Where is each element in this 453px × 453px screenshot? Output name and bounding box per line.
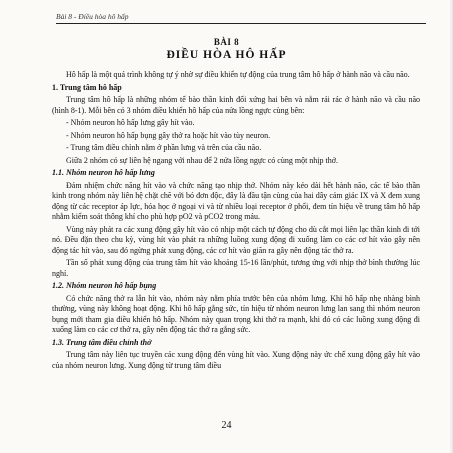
bullet-item: - Nhóm neuron hô hấp bụng gây thở ra hoặc hít vào tùy neuron. xyxy=(66,130,271,140)
running-header: Bài 8 - Điều hòa hô hấp xyxy=(56,12,426,24)
subsection-heading: 1.1. Nhóm neuron hô hấp lưng xyxy=(52,168,155,177)
page-number: 24 xyxy=(221,420,232,431)
bullet-item: - Nhóm neuron hô hấp lưng gây hít vào. xyxy=(66,118,195,127)
paragraph: Trung tâm này liên tục truyền các xung động đến vùng hít vào. Xung động này ức chế xung động gây hít vào của nhóm neuron lưng. Xung động từ trung tâm điều xyxy=(52,350,420,370)
paragraph: Tần số phát xung động của trung tâm hít vào khoảng 15-16 lần/phút, tương ứng với nhịp thở bình thường lúc nghỉ. xyxy=(52,258,420,278)
section-heading: 1. Trung tâm hô hấp xyxy=(52,82,122,92)
lesson-number: BÀI 8 xyxy=(213,37,240,47)
paragraph: Giữa 2 nhóm có sự liên hệ ngang với nhau để 2 nửa lồng ngực có cùng một nhịp thở. xyxy=(66,155,338,165)
paragraph: Vùng này phát ra các xung động gây hít vào có nhịp một cách tự động cho dù cắt mọi liên lạc thần kinh đi tới nó. Đều đặn theo chu kỳ, vùng hít vào phát ra những luồng xung động đi xuống làm co các cơ hít vào gây nên động tác hít vào, sau đó ngừng phát xung động, các cơ hít vào giãn ra gây nên động tác thở ra. xyxy=(52,224,420,255)
page-title: ĐIỀU HÒA HÔ HẤP xyxy=(166,49,287,61)
paragraph: Có chức năng thở ra lẫn hít vào, nhóm này nằm phía trước bên của nhóm lưng. Khi hô hấp nhẹ nhàng bình thường, vùng này không hoạt động. Khi hô hấp gắng sức, tín hiệu từ nhóm neuron lưng lan sang thì nhóm neuron bụng mới tham gia điều khiển hô hấp. Nhóm này quan trọng khi thở ra mạnh, khi đó có các luồng xung động đi xuống làm co các cơ thở ra, gây nên động tác thở ra gắng sức. xyxy=(52,293,420,334)
bullet-item: - Trung tâm điều chỉnh nằm ở phần lưng và trên của cầu não. xyxy=(66,143,262,152)
subsection-heading: 1.2. Nhóm neuron hô hấp bụng xyxy=(52,281,157,290)
page-edge-shadow xyxy=(448,0,453,453)
intro-paragraph: Hô hấp là một quá trình không tự ý nhờ sự điều khiển tự động của trung tâm hô hấp ở hành não và cầu não. xyxy=(66,70,410,79)
paragraph: Đảm nhiệm chức năng hít vào và chức năng tạo nhịp thở. Nhóm này kéo dài hết hành não, các tế bào thần kinh trong nhóm này liên hệ chặt chẽ với bó đơn độc, đây là đầu tận cùng của hai dây cảm giác IX và X đem xung động từ các receptor áp lực, hóa học ở ngoại vi và từ nhiều loại receptor ở phổi, đem tín hiệu về trung tâm hô hấp nhằm kiểm soát thông khí cho phù hợp pO2 và pCO2 trong máu. xyxy=(52,180,420,221)
paragraph: Trung tâm hô hấp là những nhóm tế bào thần kinh đối xứng hai bên và nằm rải rác ở hành não và cầu não (hình 8-1). Mỗi bên có 3 nhóm điều khiển hô hấp của nửa lồng ngực cùng bên: xyxy=(52,95,420,115)
subsection-heading: 1.3. Trung tâm điều chỉnh thở xyxy=(52,337,152,347)
body-content xyxy=(52,70,420,373)
